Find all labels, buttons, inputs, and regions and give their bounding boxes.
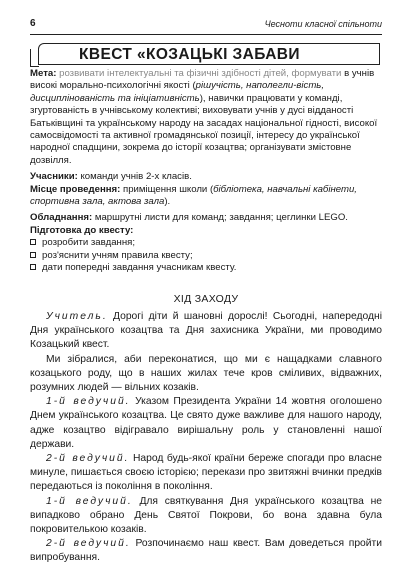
goal-italic: рішучість, наполегли-вість, дисциплінованість та ініціативність [30,80,325,104]
title-frame [38,43,380,65]
section-title: ХІД ЗАХОДУ [173,293,239,305]
checkbox-icon [30,264,36,270]
goal-paragraph [30,68,382,167]
place-italic: бібліотека, навчальні кабінети, спортивна зала, актова зала [30,183,357,208]
goal-text-2: ), навички працювати у команді, згуртованість в учнівському колективі; виховувати учнів у дусі відданості Батьківщині та українському народу на засадах національної гідності, високої самосвідомості та активної громадянської позиції, інтересу до української народної спадщини, зокрема до історії козацтва; організувати змістовне дозвілля. [30,92,378,166]
goal-label: Мета: [30,68,57,79]
running-title: Чесноти класної спільноти [264,19,382,29]
goal-text-1: в учнів високі морально-психологічні якості ( [30,68,375,92]
place-text-2: ). [164,196,171,208]
prep-heading [30,225,382,237]
participants-text: команди учнів 2-х класів. [80,171,192,183]
place-line [30,184,382,209]
place-label: Місце проведення: [30,183,121,195]
checkbox-icon [30,239,36,245]
list-item: дати попередні завдання учасникам квесту. [30,262,382,274]
list-item: розробити завдання; [30,237,382,249]
narration-paragraph: 1-й ведучий. Указом Президента України 14 жовтня оголошено Днем українського козацтва. Це свято дуже важливе для нашого народу, адже козацтво відігравало вирішальну роль у становленні нашої держави. [30,396,382,450]
speaker-label: 1-й ведучий. [46,396,131,408]
narration-paragraph: 2-й ведучий. Народ будь-якої країни береже спогади про власне минуле, пишається своєю історією; перекази про звитяжні вчинки предків передаються із покоління в покоління. [30,453,382,493]
prep-label: Підготовка до квесту: [30,224,134,236]
running-header [30,14,382,35]
narration [30,310,382,566]
place-text-1: приміщення школи ( [123,183,214,195]
participants-label: Учасники: [30,171,78,183]
event-meta [30,68,382,275]
narration-paragraph: Учитель. Дорогі діти й шановні дорослі! Сьогодні, напередодні Дня українського козацтва та Дня захисника України, ми проводимо Козацький квест. [30,311,382,351]
page-title: КВЕСТ «КОЗАЦЬКІ ЗАБАВИ [79,46,300,63]
page-number: 6 [30,18,36,29]
goal-text-faded: розвивати інтелектуальні та фізичні здібності дітей, формувати [59,68,342,79]
speaker-label: 2-й ведучий. [46,453,130,465]
speaker-label: 1-й ведучий. [46,495,133,507]
speaker-label: 2-й ведучий. [46,538,131,550]
checkbox-icon [30,252,36,258]
speaker-label: Учитель. [46,311,108,322]
prep-list [30,237,382,274]
narration-paragraph: 2-й ведучий. Розпочинаємо наш квест. Вам доведеться пройти випробування. [30,538,382,564]
equipment-line [30,212,382,224]
equipment-label: Обладнання: [30,212,93,224]
narration-paragraph: 1-й ведучий. Для святкування Дня українського козацтва не випадково обрано День Святої Покрови, бо вона здавна була покровителькою козаків. [30,495,382,536]
equipment-text: маршрутні листи для команд; завдання; цеглинки LEGO. [94,212,348,224]
narration-paragraph: Ми зібралися, аби переконатися, що ми є нащадками славного козацького роду, що в наших жилах тече кров сміливих, відважних, розумних людей — вільних козаків. [30,353,382,394]
list-item: роз'яснити учням правила квесту; [30,250,382,262]
participants-line [30,171,382,183]
